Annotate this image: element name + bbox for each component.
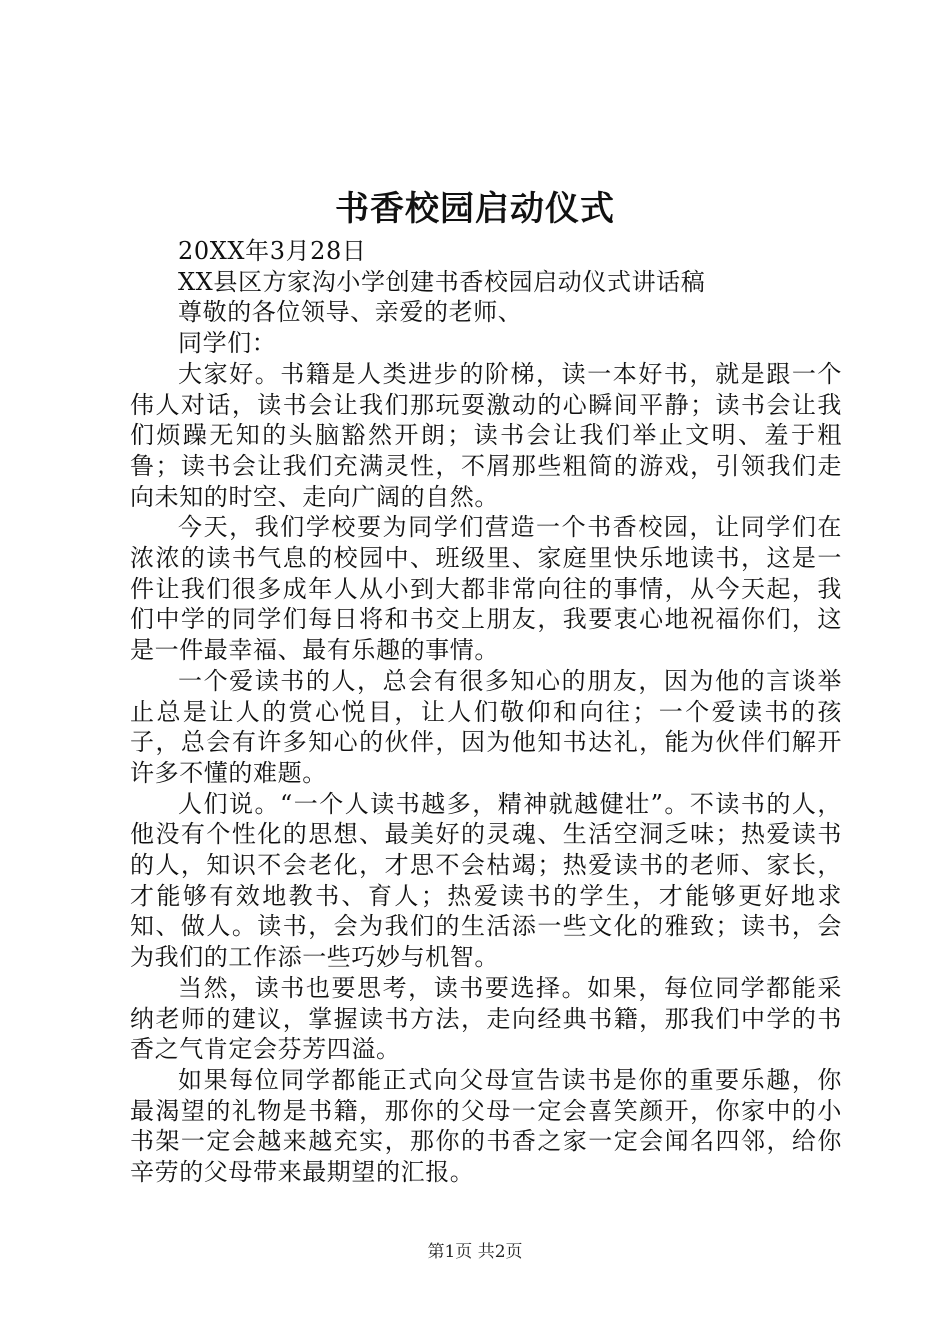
document-body [130,236,842,1188]
salutation-line: 尊敬的各位领导、亲爱的老师、 [178,298,523,327]
body-paragraph: 一个爱读书的人，总会有很多知心的朋友，因为他的言谈举止总是让人的赏心悦目，让人们敬仰和向往；一个爱读书的孩子，总会有许多知心的伙伴，因为他知书达礼，能为伙伴们解开许多不懂的难题。 [130,666,842,787]
speech-subtitle: XX县区方家沟小学创建书香校园启动仪式讲话稿 [178,267,706,296]
document-title: 书香校园启动仪式 [335,189,615,229]
body-paragraph: 如果每位同学都能正式向父母宣告读书是你的重要乐趣，你最渴望的礼物是书籍，那你的父母一定会喜笑颜开，你家中的小书架一定会越来越充实，那你的书香之家一定会闻名四邻，给你辛劳的父母带来最期望的汇报。 [130,1065,842,1187]
body-paragraph: 当然，读书也要思考，读书要选择。如果，每位同学都能采纳老师的建议，掌握读书方法，走向经典书籍，那我们中学的书香之气肯定会芬芳四溢。 [130,973,842,1064]
body-paragraph: 人们说。“一个人读书越多，精神就越健壮”。不读书的人，他没有个性化的思想、最美好的灵魂、生活空洞乏味；热爱读书的人，知识不会老化，才思不会枯竭；热爱读书的老师、家长，才能够有效地教书、育人；热爱读书的学生，才能够更好地求知、做人。读书，会为我们的生活添一些文化的雅致；读书，会为我们的工作添一些巧妙与机智。 [130,789,842,972]
body-paragraph: 大家好。书籍是人类进步的阶梯，读一本好书，就是跟一个伟人对话，读书会让我们那玩耍激动的心瞬间平静；读书会让我们烦躁无知的头脑豁然开朗；读书会让我们举止文明、羞于粗鲁；读书会让我们充满灵性，不屑那些粗简的游戏，引领我们走向未知的时空、走向广阔的自然。 [130,359,842,511]
body-paragraph: 今天，我们学校要为同学们营造一个书香校园，让同学们在浓浓的读书气息的校园中、班级里、家庭里快乐地读书，这是一件让我们很多成年人从小到大都非常向往的事情，从今天起，我们中学的同学们每日将和书交上朋友，我要衷心地祝福你们，这是一件最幸福、最有乐趣的事情。 [130,513,842,665]
salutation-line-2: 同学们： [178,329,277,358]
page-footer: 第1页 共2页 [427,1242,523,1262]
date-line: 20XX年3月28日 [178,237,367,265]
